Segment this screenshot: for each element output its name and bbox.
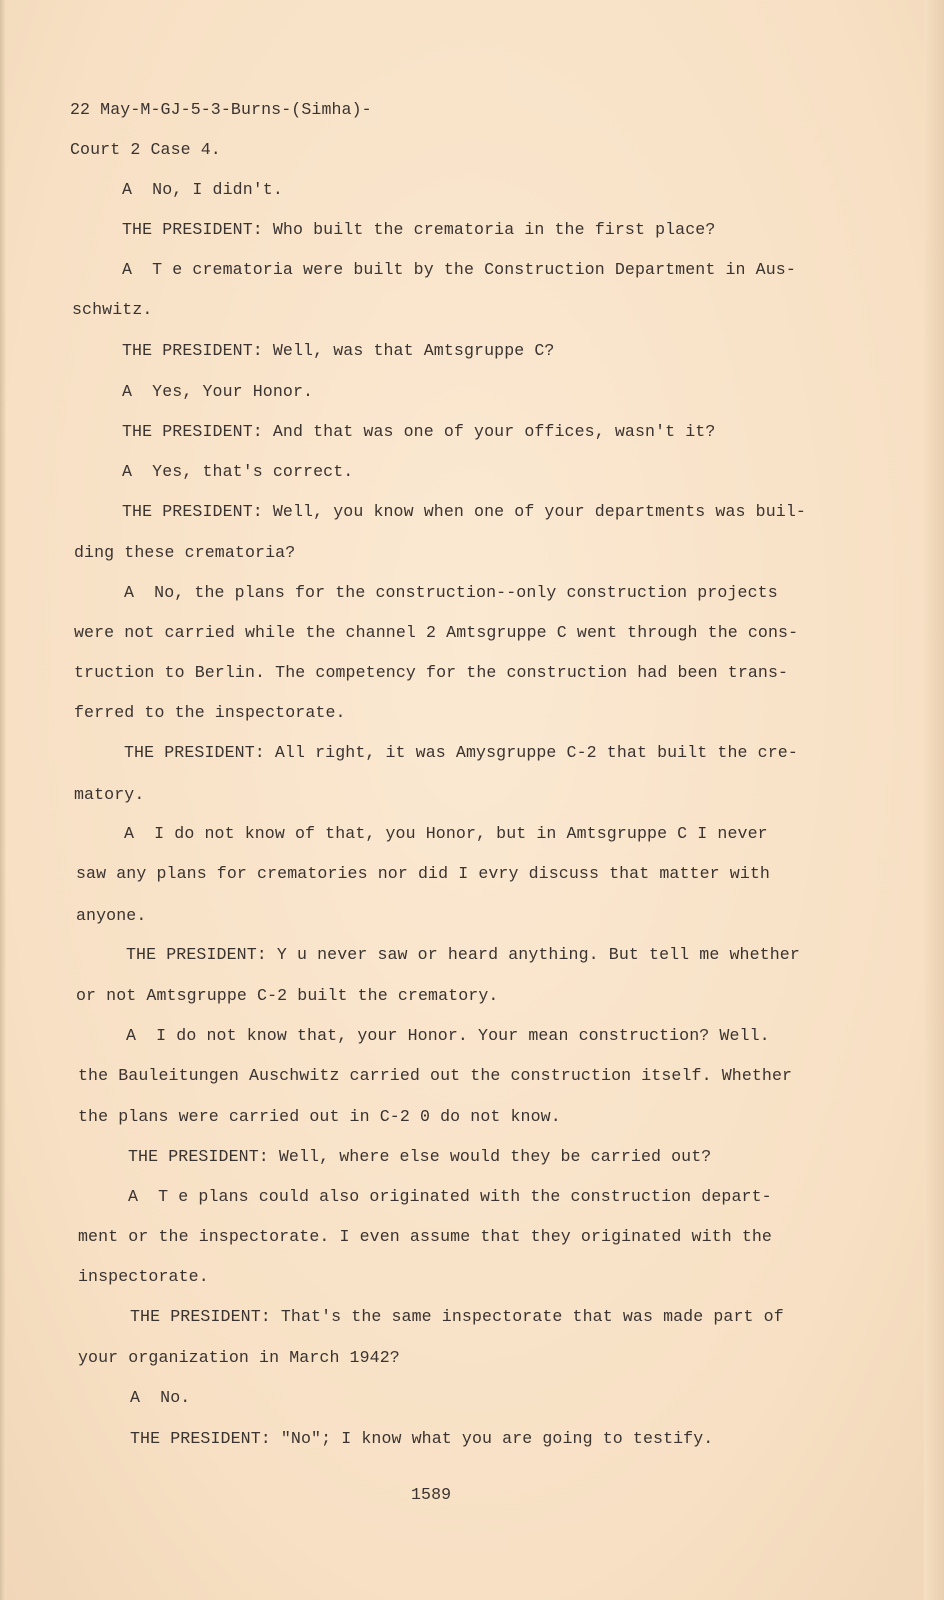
transcript-line: A No. <box>130 1388 191 1407</box>
transcript-line: THE PRESIDENT: That's the same inspectorate that was made part of <box>130 1307 784 1326</box>
transcript-line: schwitz. <box>72 300 153 319</box>
transcript-line: THE PRESIDENT: All right, it was Amysgruppe C-2 that built the cre- <box>124 743 798 762</box>
page-left-edge <box>0 0 6 1600</box>
transcript-line: THE PRESIDENT: Y u never saw or heard anything. But tell me whether <box>126 945 800 964</box>
transcript-line: ment or the inspectorate. I even assume that they originated with the <box>78 1227 772 1246</box>
page-number: 1589 <box>411 1485 452 1504</box>
transcript-line: were not carried while the channel 2 Amtsgruppe C went through the cons- <box>74 623 799 642</box>
transcript-line: the plans were carried out in C-2 0 do not know. <box>78 1107 561 1126</box>
transcript-line: THE PRESIDENT: Well, you know when one of your departments was buil- <box>122 502 806 521</box>
transcript-line: inspectorate. <box>78 1267 209 1286</box>
transcript-line: ding these crematoria? <box>74 543 296 562</box>
transcript-line: A Yes, that's correct. <box>122 462 354 481</box>
transcript-line: A No, the plans for the construction--only construction projects <box>124 583 778 602</box>
transcript-line: A No, I didn't. <box>122 180 283 199</box>
transcript-line: or not Amtsgruppe C-2 built the crematory. <box>76 986 499 1005</box>
transcript-line: matory. <box>74 785 145 804</box>
transcript-line: the Bauleitungen Auschwitz carried out the construction itself. Whether <box>78 1066 793 1085</box>
transcript-line: ferred to the inspectorate. <box>74 703 346 722</box>
transcript-line: A T e plans could also originated with the construction depart- <box>128 1187 772 1206</box>
transcript-line: A I do not know of that, you Honor, but in Amtsgruppe C I never <box>124 824 768 843</box>
transcript-line: A Yes, Your Honor. <box>122 382 314 401</box>
header-line: 22 May-M-GJ-5-3-Burns-(Simha)- <box>70 100 372 119</box>
transcript-line: THE PRESIDENT: And that was one of your offices, wasn't it? <box>122 422 716 441</box>
transcript-line: A I do not know that, your Honor. Your mean construction? Well. <box>126 1026 770 1045</box>
transcript-line: THE PRESIDENT: Well, where else would they be carried out? <box>128 1147 712 1166</box>
transcript-line: THE PRESIDENT: Well, was that Amtsgruppe C? <box>122 341 555 360</box>
transcript-line: saw any plans for crematories nor did I evry discuss that matter with <box>76 864 770 883</box>
page-right-edge <box>924 0 944 1600</box>
transcript-line: THE PRESIDENT: Who built the crematoria in the first place? <box>122 220 716 239</box>
transcript-line: A T e crematoria were built by the Construction Department in Aus- <box>122 260 796 279</box>
transcript-line: THE PRESIDENT: "No"; I know what you are going to testify. <box>130 1429 714 1448</box>
transcript-line: your organization in March 1942? <box>78 1348 400 1367</box>
court-line: Court 2 Case 4. <box>70 140 221 159</box>
transcript-line: truction to Berlin. The competency for the construction had been trans- <box>74 663 789 682</box>
transcript-line: anyone. <box>76 906 147 925</box>
